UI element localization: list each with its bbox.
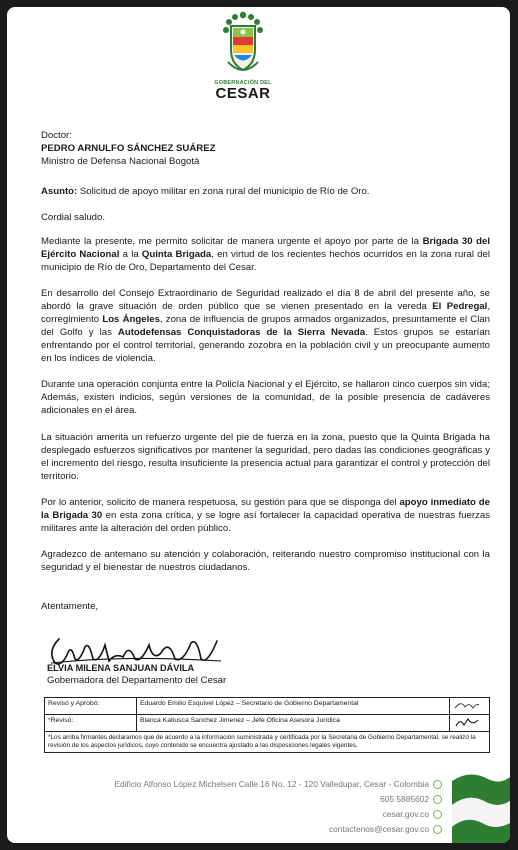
p5-text-c: en esta zona crítica, y se logre así fortalecer la capacidad operativa de nuestras fuerzas militares ante la alteración del orden público. xyxy=(41,510,490,534)
paragraph-6: Agradezco de antemano su atención y colaboración, reiterando nuestro compromiso institucional con la seguridad y el bienestar de nuestros ciudadanos. xyxy=(41,549,490,573)
p1-text-c: a la xyxy=(119,249,142,260)
closing: Atentamente, xyxy=(41,601,99,612)
review-row1-label: Revisó y Aprobó: xyxy=(45,698,137,715)
footer-web-row xyxy=(114,807,442,822)
p2-text-e: . Estos grupos se estarían enfrentando por el control territorial, generando zozobra en la población civil y un preocupante aumento en los índices de violencia. xyxy=(41,327,490,364)
subject-line xyxy=(41,185,490,198)
footer-address-row xyxy=(114,777,442,792)
review-row2-value: Blanca Katiusca Sanchez Jimenez – Jefe Oficina Asesora Jurídica xyxy=(137,715,450,732)
p1-bold-2: Quinta Brigada xyxy=(141,249,212,260)
p1-bold-1: Brigada 30 del Ejército Nacional xyxy=(41,236,490,260)
p2-text-d: , zona de influencia de grupos armados organizados, presuntamente el Clan del Golfo y las xyxy=(41,314,490,338)
p1-text-d: , en virtud de los recientes hechos ocurridos en la zona rural del municipio de Río de Oro, Departamento del Cesar. xyxy=(41,249,490,273)
p2-bold-3: Autodefensas Conquistadoras de la Sierra Nevada xyxy=(117,327,366,338)
review-table xyxy=(44,697,490,753)
location-pin-icon xyxy=(433,780,442,789)
globe-icon xyxy=(433,810,442,819)
p2-bold-1: El Pedregal xyxy=(432,301,488,312)
paragraph-2 xyxy=(41,287,490,365)
paragraph-5 xyxy=(41,496,490,535)
footer-contact xyxy=(114,777,442,837)
gov-label: GOBERNACIÓN DEL xyxy=(214,80,272,86)
recipient-name: PEDRO ARNULFO SÁNCHEZ SUÁREZ xyxy=(41,143,216,154)
recipient-role: Ministro de Defensa Nacional Bogotá xyxy=(41,156,200,167)
p5-text-a: Por lo anterior, solicito de manera respetuosa, su gestión para que se disponga del xyxy=(41,497,400,508)
footer-address: Edificio Alfonso López Michelsen Calle 16 No. 12 - 120 Valledupar, Cesar - Colombia xyxy=(114,779,429,789)
footer-email-row xyxy=(114,822,442,837)
signer-role: Gobernadora del Departamento del Cesar xyxy=(47,675,227,686)
dept-name: CESAR xyxy=(215,85,271,102)
p1-text-a: Mediante la presente, me permito solicitar de manera urgente el apoyo por parte de la xyxy=(41,236,423,247)
footer-phone-row xyxy=(114,792,442,807)
footer-web[interactable]: cesar.gov.co xyxy=(382,809,429,819)
paragraph-1 xyxy=(41,235,490,274)
subject-label: Asunto: xyxy=(41,186,78,197)
coat-of-arms-icon xyxy=(220,10,266,78)
recipient-block xyxy=(41,129,490,168)
review-row2-label: *Revisó: xyxy=(45,715,137,732)
footer-email[interactable]: contactenos@cesar.gov.co xyxy=(328,824,429,834)
review-row1-value: Eduardo Emilio Esquivel López – Secretario de Gobierno Departamental xyxy=(137,698,450,715)
p2-bold-2: Los Ángeles xyxy=(102,314,160,325)
government-logo xyxy=(213,10,273,108)
signer-name: ELVIA MILENA SANJUAN DÁVILA xyxy=(47,663,195,673)
signature-block xyxy=(41,633,241,689)
table-row xyxy=(45,732,490,753)
initials-signature-icon xyxy=(453,700,481,710)
table-row xyxy=(45,715,490,732)
initials-signature-icon xyxy=(453,717,481,727)
p2-text-c: , corregimiento xyxy=(41,301,490,325)
letter-page xyxy=(7,7,510,843)
mail-icon xyxy=(433,825,442,834)
salutation: Doctor: xyxy=(41,130,72,141)
phone-icon xyxy=(433,795,442,804)
p2-text-a: En desarrollo del Consejo Extraordinario de Seguridad realizado el día 8 de abril del presente año, se abordó la grave situación de orden público que se vienen presentado en la vereda xyxy=(41,288,490,312)
review-note: *Los arriba firmantes declaramos que de acuerdo a la información suministrada y certificada por la Secretaria de Gobierno Departamental, se realizó la revisión de los aspectos jurídicos, cuyo contenido se encuentra ajustado a las disposiciones legales vigentes. xyxy=(45,732,490,753)
review-row2-initials xyxy=(450,715,490,732)
department-flag-icon xyxy=(452,767,510,843)
footer-phone: 605 5885602 xyxy=(380,794,429,804)
greeting: Cordial saludo. xyxy=(41,212,105,223)
paragraph-3: Durante una operación conjunta entre la Policía Nacional y el Ejército, se hallaron cinco cuerpos sin vida; Además, existen indicios, según versiones de la comunidad, de la posible presencia de cadáveres adicionales en el área. xyxy=(41,379,490,416)
paragraph-4: La situación amerita un refuerzo urgente del pie de fuerza en la zona, puesto que la Quinta Brigada ha desplegado esfuerzos significativos por mantener la seguridad, pero dadas las condiciones geográficas y el incremento del riesgo, resulta insuficiente la presencia actual para garantizar el control y protección del territorio. xyxy=(41,432,490,482)
review-row1-initials xyxy=(450,698,490,715)
table-row xyxy=(45,698,490,715)
p5-bold-1: apoyo inmediato de la Brigada 30 xyxy=(41,497,490,521)
subject-text: Solicitud de apoyo militar en zona rural del municipio de Río de Oro. xyxy=(79,186,370,197)
